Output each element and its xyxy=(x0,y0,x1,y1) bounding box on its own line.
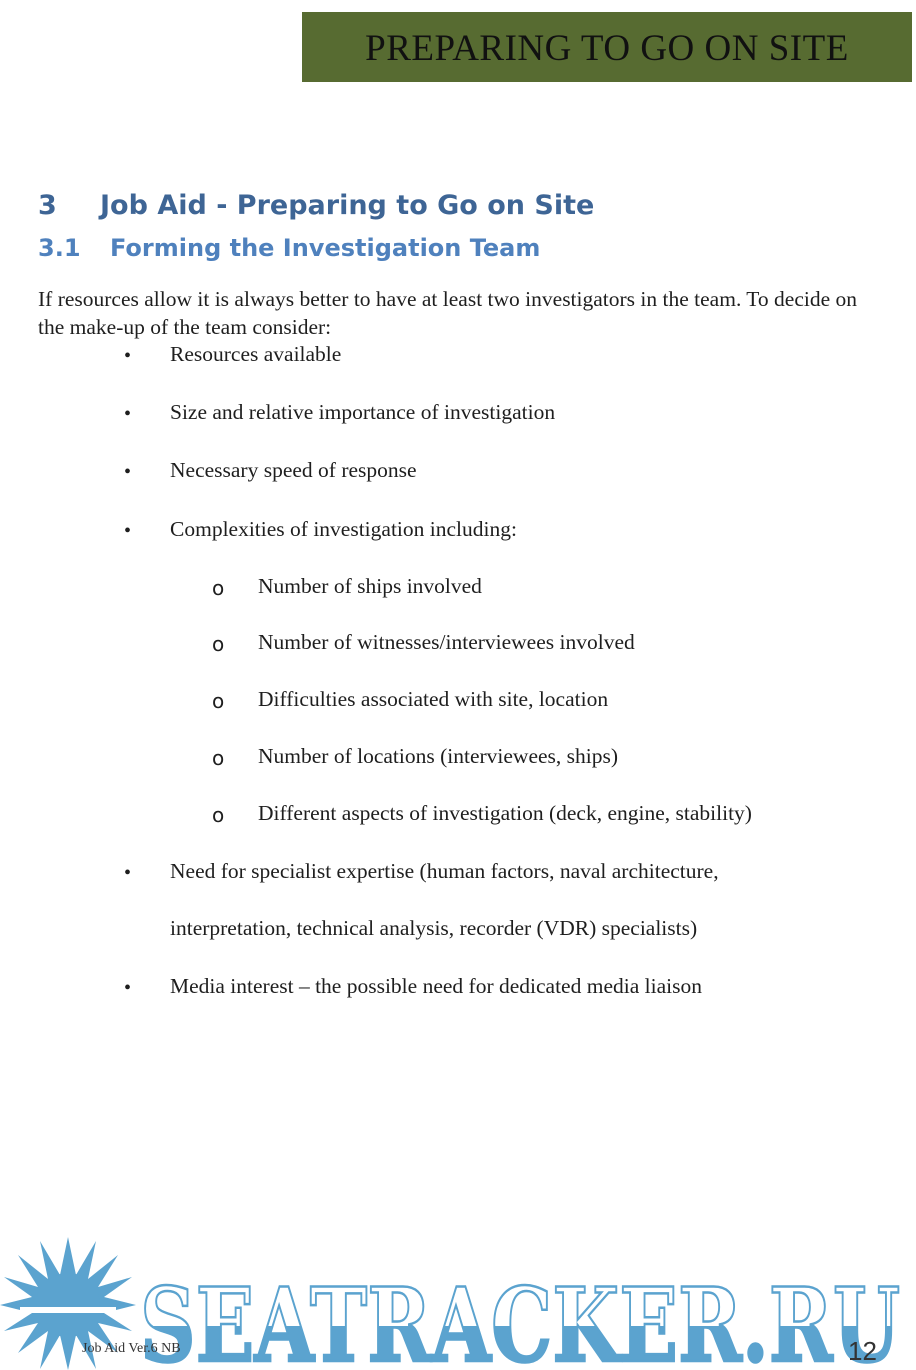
section-number: 3 xyxy=(38,190,57,221)
sub-list-item: Number of locations (interviewees, ships) xyxy=(258,744,619,768)
bullet-marker: • xyxy=(124,862,132,884)
footer-label: Job Aid Ver.6 NB xyxy=(82,1341,181,1356)
sub-bullet-marker: o xyxy=(212,689,225,713)
list-item: Need for specialist expertise (human factors, naval architecture, xyxy=(170,859,719,883)
section-heading xyxy=(38,190,594,221)
bullet-marker: • xyxy=(124,345,132,367)
sub-list-item: Different aspects of investigation (deck, engine, stability) xyxy=(258,801,752,825)
section-title: Job Aid - Preparing to Go on Site xyxy=(100,190,595,221)
sub-list-item: Number of witnesses/interviewees involved xyxy=(258,630,635,654)
watermark-text: SEATRACKER.RU xyxy=(140,1266,900,1370)
bullet-marker: • xyxy=(124,461,132,483)
list-item: Necessary speed of response xyxy=(170,458,417,482)
sub-bullet-marker: o xyxy=(212,576,225,600)
bullet-marker: • xyxy=(124,520,132,542)
subsection-heading xyxy=(38,234,540,262)
bullet-marker: • xyxy=(124,403,132,425)
bullet-marker: • xyxy=(124,977,132,999)
sub-list-item: Difficulties associated with site, location xyxy=(258,687,609,711)
sub-list-item: Number of ships involved xyxy=(258,574,482,598)
intro-paragraph: If resources allow it is always better to have at least two investigators in the team. To decide on the make-up of the team consider: xyxy=(38,287,858,339)
list-item: Resources available xyxy=(170,342,342,366)
subsection-title: Forming the Investigation Team xyxy=(110,234,541,262)
list-item: Size and relative importance of investigation xyxy=(170,400,556,424)
list-item-continuation: interpretation, technical analysis, recorder (VDR) specialists) xyxy=(170,916,698,940)
sub-bullet-marker: o xyxy=(212,632,225,656)
sub-bullet-marker: o xyxy=(212,803,225,827)
sub-bullet-marker: o xyxy=(212,746,225,770)
section-banner: PREPARING TO GO ON SITE xyxy=(302,12,912,82)
list-item: Media interest – the possible need for dedicated media liaison xyxy=(170,974,702,998)
list-item: Complexities of investigation including: xyxy=(170,517,517,541)
page-number: 12 xyxy=(848,1336,877,1366)
subsection-number: 3.1 xyxy=(38,234,81,262)
